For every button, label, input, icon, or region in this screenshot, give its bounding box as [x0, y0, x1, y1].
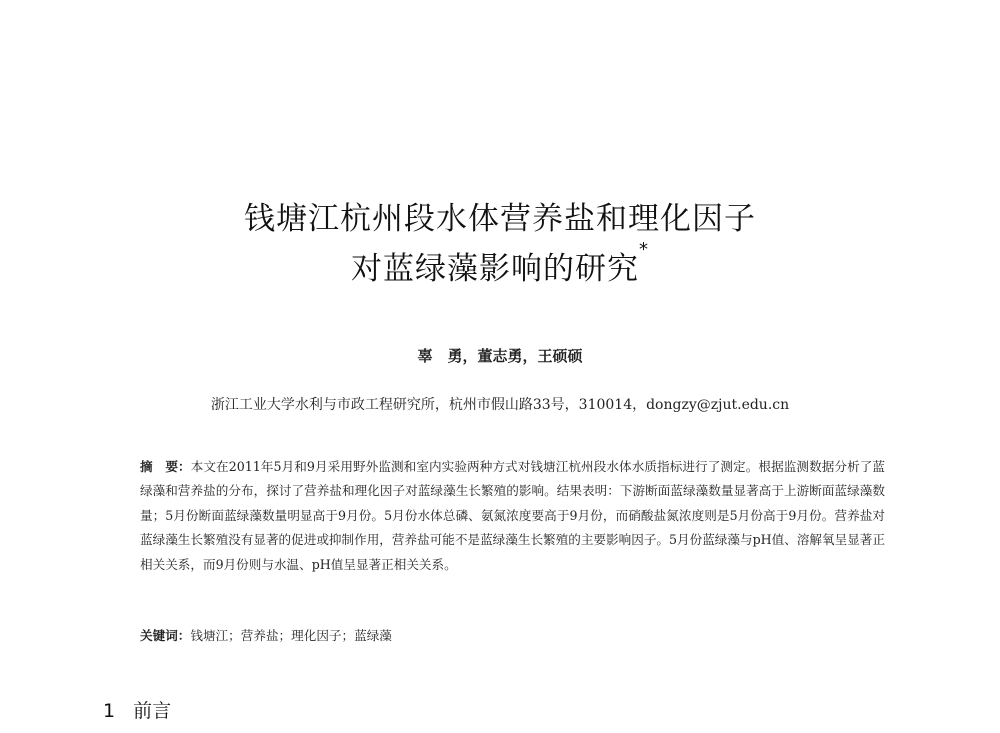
keywords [140, 625, 885, 644]
keywords-label: 关键词： [140, 628, 191, 643]
title-footnote-marker: * [639, 239, 649, 260]
paper-title-line-2-text: 对蓝绿藻影响的研究 [351, 251, 639, 287]
author-list: 辜 勇，董志勇，王硕硕 [417, 347, 583, 365]
paper-title-line-1: 钱塘江杭州段水体营养盐和理化因子 [244, 201, 756, 237]
section-title: 前言 [133, 700, 172, 722]
keywords-text: 钱塘江；营养盐；理化因子；蓝绿藻 [190, 628, 392, 643]
abstract-text: 本文在2011年5月和9月采用野外监测和室内实验两种方式对钱塘江杭州段水体水质指标进行了测定。根据监测数据分析了蓝绿藻和营养盐的分布，探讨了营养盐和理化因子对蓝绿藻生长繁殖的影响。结果表明：下游断面蓝绿藻数量显著高于上游断面蓝绿藻数量；5月份断面蓝绿藻数量明显高于9月份。5月份水体总磷、氨氮浓度要高于9月份，而硝酸盐氮浓度则是5月份高于9月份。营养盐对蓝绿藻生长繁殖没有显著的促进或抑制作用，营养盐可能不是蓝绿藻生长繁殖的主要影响因子。5月份蓝绿藻与pH值、溶解氧呈显著正相关关系，而9月份则与水温、pH值呈显著正相关关系。 [140, 459, 886, 572]
section-heading [103, 696, 171, 723]
abstract-label: 摘 要： [140, 459, 191, 474]
abstract [140, 455, 885, 577]
section-number: 1 [103, 700, 116, 722]
affiliation: 浙江工业大学水利与市政工程研究所，杭州市假山路33号，310014，dongzy@zjut.edu.cn [210, 397, 790, 413]
paper-title-line-2 [0, 239, 1000, 288]
